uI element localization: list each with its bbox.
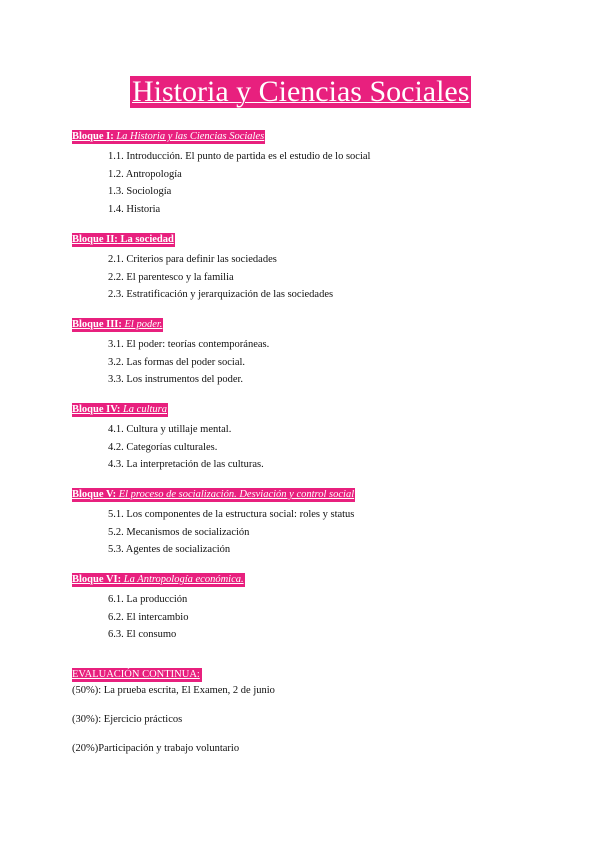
block-item-list [72,421,552,474]
list-item: 2.2. El parentesco y la familia [108,271,234,283]
block-name: El proceso de socialización. Desviación y control social [116,489,355,500]
block-4 [72,399,552,474]
block-label: Bloque V: [72,489,117,500]
block-label: Bloque IV: [72,404,121,415]
block-label: Bloque III: [72,319,122,330]
list-item: 2.1. Criterios para definir las sociedades [108,254,277,265]
evaluation-line: (30%): Ejercicio prácticos [72,714,183,725]
list-item: 3.2. Las formas del poder social. [108,356,246,368]
block-1 [72,126,552,219]
list-item: 6.3. El consumo [108,629,177,641]
list-item: 3.3. Los instrumentos del poder. [108,374,244,386]
list-item: 3.1. El poder: teorías contemporáneas. [108,339,270,350]
block-name: El poder. [121,319,163,330]
block-2 [72,229,552,304]
block-item-list [72,336,552,389]
list-item: 1.4. Historia [108,204,161,216]
block-heading [72,488,355,502]
block-item-list [72,591,552,644]
block-item-list [72,506,552,559]
list-item: 4.1. Cultura y utillaje mental. [108,424,232,435]
evaluation-line: (20%)Participación y trabajo voluntario [72,743,240,754]
block-heading [72,130,265,144]
list-item: 5.3. Agentes de socialización [108,544,231,556]
page-title: Historia y Ciencias Sociales [132,75,470,108]
block-heading [72,403,168,417]
block-3 [72,314,552,389]
block-heading [72,318,163,332]
block-name: La cultura [120,404,168,415]
block-6 [72,569,552,644]
list-item: 1.1. Introducción. El punto de partida es el estudio de lo social [108,151,371,162]
block-heading [72,573,245,587]
block-label: Bloque II: [72,234,118,245]
block-label: Bloque I: [72,131,114,142]
list-item: 5.1. Los componentes de la estructura social: roles y status [108,509,355,520]
block-item-list [72,148,552,219]
block-item-list [72,251,552,304]
list-item: 4.2. Categorías culturales. [108,441,218,453]
list-item: 1.2. Antropología [108,168,182,180]
evaluation-line: (50%): La prueba escrita, El Examen, 2 de junio [72,685,275,696]
list-item: 6.2. El intercambio [108,611,189,623]
list-item: 5.2. Mecanismos de socialización [108,526,250,538]
evaluation-heading: EVALUACIÓN CONTINUA: [72,669,200,680]
block-name: La Historia y las Ciencias Sociales [113,131,265,142]
list-item: 1.3. Sociología [108,186,172,198]
block-name: La sociedad [117,234,174,245]
block-heading [72,233,175,247]
block-5 [72,484,552,559]
list-item: 2.3. Estratificación y jerarquización de las sociedades [108,289,334,301]
list-item: 4.3. La interpretación de las culturas. [108,459,264,471]
block-name: La Antropología económica. [121,574,244,585]
list-item: 6.1. La producción [108,594,188,605]
block-label: Bloque VI: [72,574,122,585]
